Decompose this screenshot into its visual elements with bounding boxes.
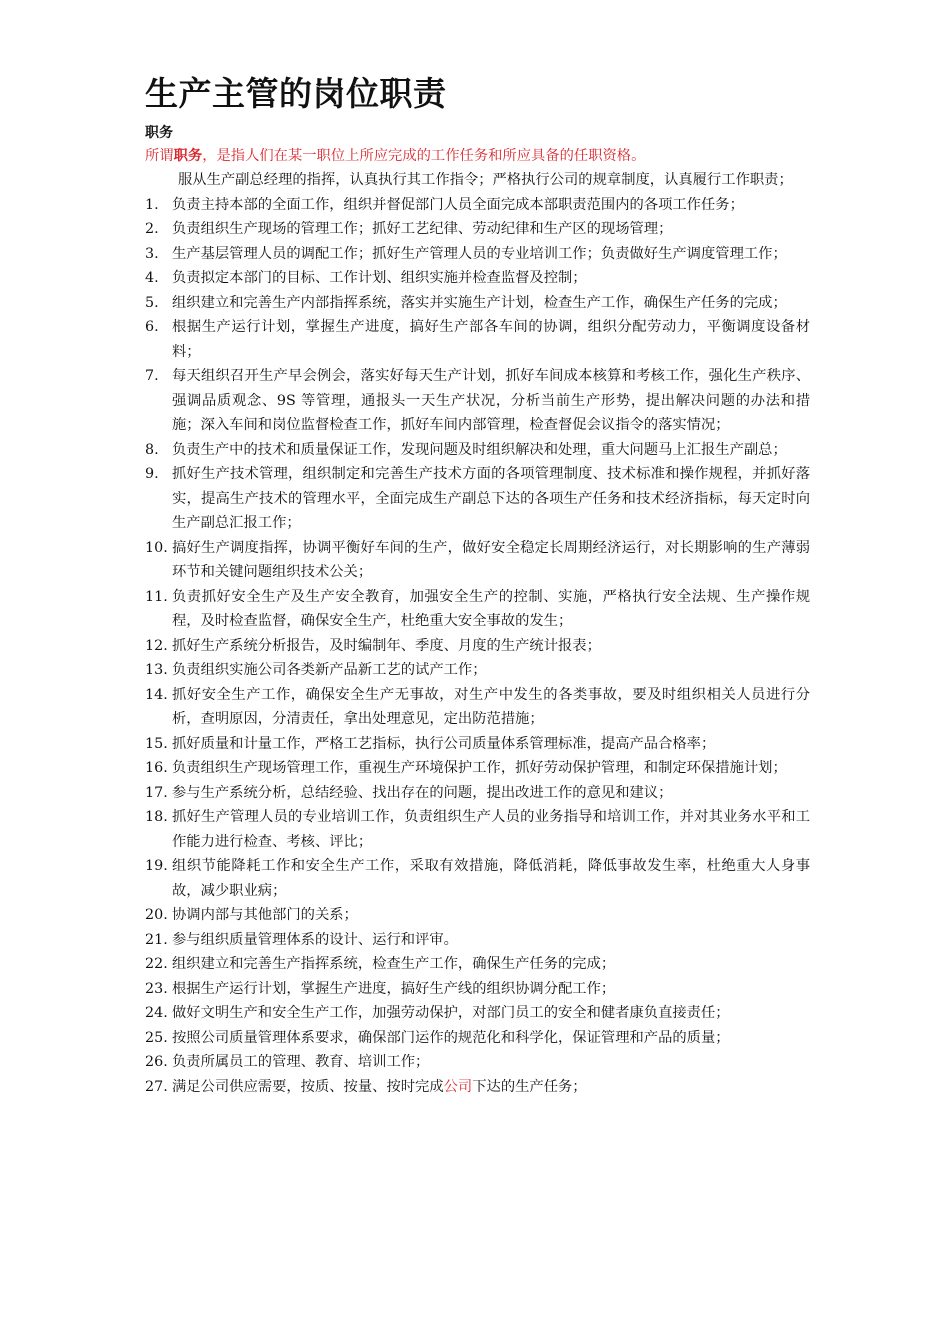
list-item-number: 21. (145, 931, 168, 948)
document-title: 生产主管的岗位职责 (145, 74, 447, 113)
list-item-text: 每天组织召开生产早会例会，落实好每天生产计划，抓好车间成本核算和考核工作，强化生产秩序、强调品质观念、9S 等管理，通报头一天生产状况，分析当前生产形势，提出解决问题的办法和措施；深入车间和岗位监督检查工作，抓好车间内部管理，检查督促会议指令的落实情况； (172, 368, 810, 433)
list-item-number: 7. (145, 368, 159, 384)
list-item (145, 634, 810, 659)
list-item (145, 658, 810, 683)
list-item (145, 242, 810, 267)
list-item-text: 参与生产系统分析，总结经验、找出存在的问题，提出改进工作的意见和建议； (172, 784, 673, 801)
list-item (145, 217, 810, 242)
list-item-number: 22. (145, 956, 168, 972)
duties-list (145, 193, 810, 1100)
list-item (145, 952, 810, 977)
list-item (145, 291, 810, 316)
list-item (145, 438, 810, 463)
list-item (145, 193, 810, 218)
list-item-number: 3. (145, 245, 159, 262)
list-item (145, 462, 810, 536)
section-heading: 职务 (145, 125, 173, 141)
list-item-text: 组织建立和完善生产内部指挥系统，落实并实施生产计划，检查生产工作，确保生产任务的完成； (172, 294, 787, 311)
list-item-text: 生产基层管理人员的调配工作；抓好生产管理人员的专业培训工作；负责做好生产调度管理工作； (172, 245, 787, 262)
list-item-text: 负责主持本部的全面工作，组织并督促部门人员全面完成本部职责范围内的各项工作任务； (172, 196, 744, 213)
list-item (145, 585, 810, 634)
list-item-number: 12. (145, 637, 168, 654)
list-item-number: 27. (145, 1078, 168, 1095)
list-item-text: 组织建立和完善生产指挥系统，检查生产工作，确保生产任务的完成； (172, 956, 616, 972)
list-item-text: 协调内部与其他部门的关系； (172, 907, 358, 923)
intro-paragraph: 服从生产副总经理的指挥，认真执行其工作指令；严格执行公司的规章制度，认真履行工作职责； (178, 172, 793, 188)
list-item-number: 6. (145, 319, 159, 335)
list-item-text: 抓好生产系统分析报告，及时编制年、季度、月度的生产统计报表； (172, 637, 601, 654)
list-item (145, 805, 810, 854)
list-item-number: 9. (145, 466, 159, 482)
list-item (145, 903, 810, 928)
list-item-number: 24. (145, 1005, 168, 1021)
highlighted-word: 公司 (443, 1078, 473, 1095)
list-item-number: 17. (145, 784, 168, 801)
list-item (145, 732, 810, 757)
list-item-text: 抓好生产管理人员的专业培训工作，负责组织生产人员的业务指导和培训工作，并对其业务水平和工作能力进行检查、考核、评比； (172, 809, 810, 850)
list-item-text: 负责组织实施公司各类新产品新工艺的试产工作； (172, 662, 487, 678)
list-item (145, 364, 810, 438)
list-item-text: 抓好安全生产工作，确保安全生产无事故，对生产中发生的各类事故，要及时组织相关人员进行分析，查明原因，分清责任，拿出处理意见，定出防范措施； (172, 686, 810, 727)
list-item (145, 536, 810, 585)
document-page (145, 72, 810, 1099)
list-item (145, 1026, 810, 1051)
definition-prefix: 所谓 (145, 148, 174, 164)
list-item-text: 负责生产中的技术和质量保证工作，发现问题及时组织解决和处理，重大问题马上汇报生产副总； (172, 441, 787, 458)
list-item (145, 683, 810, 732)
list-item-number: 14. (145, 686, 168, 703)
list-item-text: 抓好质量和计量工作，严格工艺指标，执行公司质量体系管理标准，提高产品合格率； (172, 735, 716, 752)
list-item (145, 854, 810, 903)
list-item (145, 1050, 810, 1075)
list-item (145, 977, 810, 1002)
list-item-text: 根据生产运行计划，掌握生产进度，搞好生产线的组织协调分配工作； (172, 980, 616, 997)
list-item (145, 928, 810, 953)
list-item-text: 搞好生产调度指挥，协调平衡好车间的生产，做好安全稳定长周期经济运行，对长期影响的生产薄弱环节和关键问题组织技术公关； (172, 539, 810, 580)
list-item (145, 1075, 810, 1100)
list-item-text: 负责所属员工的管理、教育、培训工作； (172, 1054, 430, 1070)
list-item-number: 26. (145, 1054, 168, 1070)
list-item-text: 做好文明生产和安全生产工作，加强劳动保护，对部门员工的安全和健者康负直接责任； (172, 1005, 730, 1021)
list-item (145, 756, 810, 781)
list-item-text: 参与组织质量管理体系的设计、运行和评审。 (172, 931, 458, 948)
list-item-number: 8. (145, 441, 159, 458)
list-item-number: 19. (145, 858, 168, 874)
list-item-number: 5. (145, 294, 159, 311)
list-item-number: 13. (145, 662, 168, 678)
definition-term: 职务 (173, 148, 203, 164)
definition-paragraph (145, 144, 810, 168)
list-item-text: 负责组织生产现场的管理工作；抓好工艺纪律、劳动纪律和生产区的现场管理； (172, 221, 673, 237)
list-item-number: 4. (145, 270, 159, 286)
list-item-number: 15. (145, 735, 168, 752)
list-item-number: 1. (145, 196, 159, 213)
list-item-text: 满足公司供应需要，按质、按量、按时完成 (172, 1078, 444, 1095)
list-item-text-end: 下达的生产任务； (472, 1078, 587, 1095)
list-item (145, 1001, 810, 1026)
list-item (145, 315, 810, 364)
list-item-number: 25. (145, 1029, 168, 1046)
list-item-number: 2. (145, 221, 159, 237)
list-item-text: 负责组织生产现场管理工作，重视生产环境保护工作，抓好劳动保护管理，和制定环保措施计划； (172, 760, 787, 776)
list-item-text: 抓好生产技术管理，组织制定和完善生产技术方面的各项管理制度、技术标准和操作规程，并抓好落实，提高生产技术的管理水平，全面完成生产副总下达的各项生产任务和技术经济指标，每天定时向生产副总汇报工作； (172, 466, 810, 531)
list-item-text: 根据生产运行计划，掌握生产进度，搞好生产部各车间的协调，组织分配劳动力，平衡调度设备材料； (172, 319, 810, 360)
list-item (145, 266, 810, 291)
list-item-text: 负责抓好安全生产及生产安全教育，加强安全生产的控制、实施，严格执行安全法规、生产操作规程，及时检查监督，确保安全生产，杜绝重大安全事故的发生； (172, 588, 810, 629)
definition-suffix: ，是指人们在某一职位上所应完成的工作任务和所应具备的任职资格。 (202, 148, 646, 164)
list-item-number: 10. (145, 539, 168, 556)
list-item-text: 按照公司质量管理体系要求，确保部门运作的规范化和科学化，保证管理和产品的质量； (172, 1029, 730, 1046)
list-item (145, 781, 810, 806)
list-item-number: 11. (145, 588, 168, 605)
list-item-text: 组织节能降耗工作和安全生产工作，采取有效措施，降低消耗，降低事故发生率，杜绝重大人身事故，减少职业病； (172, 858, 810, 899)
list-item-number: 23. (145, 980, 168, 997)
list-item-text: 负责拟定本部门的目标、工作计划、组织实施并检查监督及控制； (172, 270, 587, 286)
list-item-number: 16. (145, 760, 168, 776)
list-item-number: 20. (145, 907, 168, 923)
list-item-number: 18. (145, 809, 168, 825)
